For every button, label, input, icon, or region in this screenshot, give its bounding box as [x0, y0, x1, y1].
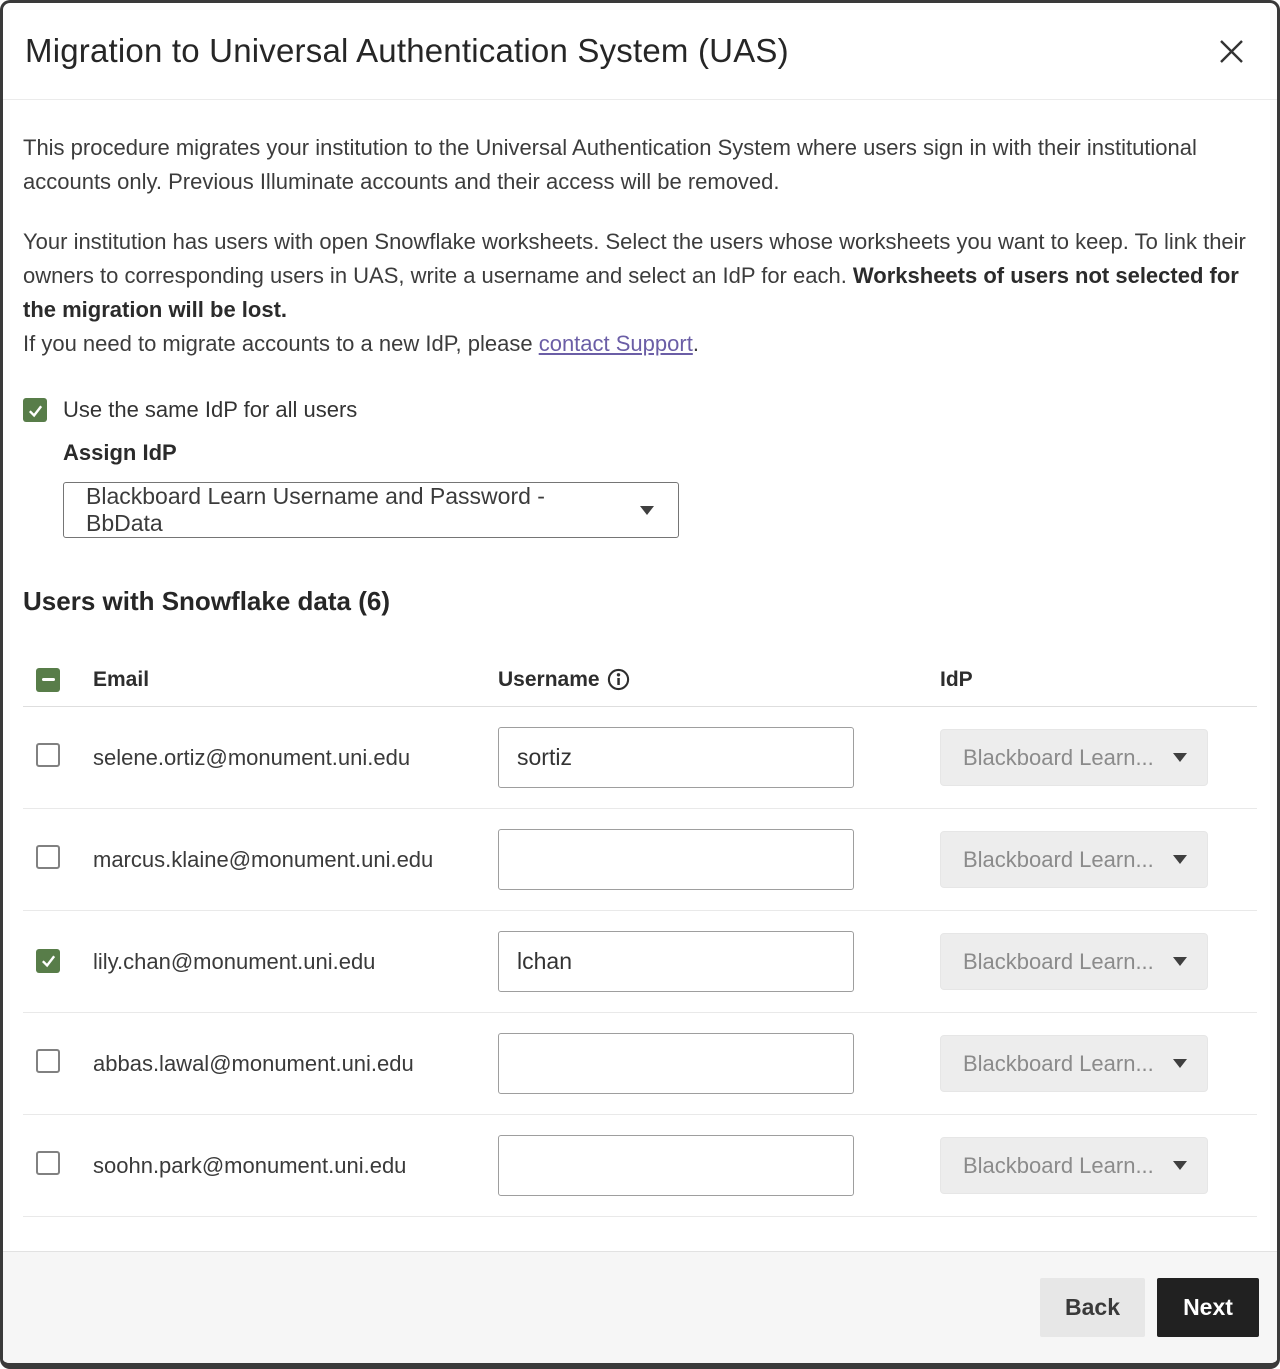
close-icon	[1218, 38, 1245, 65]
idp-column-header: IdP	[940, 667, 973, 691]
row-checkbox[interactable]	[36, 1151, 60, 1175]
check-icon	[40, 952, 57, 969]
worksheets-paragraph	[23, 225, 1257, 361]
row-checkbox[interactable]	[36, 1049, 60, 1073]
users-section-title: Users with Snowflake data (6)	[23, 586, 390, 616]
table-row	[23, 911, 1257, 1013]
table-header	[23, 653, 1257, 707]
assign-idp-label: Assign IdP	[63, 440, 177, 465]
username-input[interactable]	[498, 727, 854, 788]
table-row	[23, 809, 1257, 911]
close-button[interactable]	[1214, 34, 1249, 69]
idp-select[interactable]	[940, 729, 1208, 786]
same-idp-row	[23, 397, 1257, 423]
idp-select-label: Blackboard Learn...	[963, 948, 1154, 974]
worksheets-text: Your institution has users with open Snowflake worksheets. Select the users whose worksheets you want to keep. To link their owners to corresponding users in UAS, write a username and select an IdP for each.	[23, 229, 1246, 288]
username-input[interactable]	[498, 931, 854, 992]
idp-select[interactable]	[940, 933, 1208, 990]
dialog-body	[3, 100, 1277, 1251]
same-idp-checkbox[interactable]	[23, 398, 47, 422]
row-email: soohn.park@monument.uni.edu	[93, 1152, 407, 1178]
support-text-prefix: If you need to migrate accounts to a new IdP, please	[23, 331, 539, 356]
select-all-checkbox[interactable]	[36, 668, 60, 692]
table-row	[23, 1115, 1257, 1217]
assign-idp-select[interactable]	[63, 482, 679, 538]
check-icon	[27, 402, 44, 419]
table-row	[23, 707, 1257, 809]
indeterminate-dash-icon	[42, 678, 55, 682]
chevron-down-icon	[1173, 855, 1187, 864]
row-email: selene.ortiz@monument.uni.edu	[93, 744, 411, 770]
dialog-title: Migration to Universal Authentication System (UAS)	[25, 32, 789, 69]
idp-select-label: Blackboard Learn...	[963, 1152, 1154, 1178]
row-email: lily.chan@monument.uni.edu	[93, 948, 376, 974]
chevron-down-icon	[1173, 753, 1187, 762]
chevron-down-icon	[1173, 957, 1187, 966]
idp-select[interactable]	[940, 831, 1208, 888]
row-checkbox[interactable]	[36, 845, 60, 869]
chevron-down-icon	[640, 506, 654, 515]
same-idp-label: Use the same IdP for all users	[63, 397, 358, 422]
username-input[interactable]	[498, 829, 854, 890]
dialog-header	[3, 3, 1277, 100]
contact-support-link[interactable]: contact Support	[538, 331, 693, 356]
next-button[interactable]: Next	[1157, 1278, 1259, 1337]
assign-idp-value: Blackboard Learn Username and Password - BbData	[86, 483, 545, 536]
dialog-footer	[3, 1251, 1277, 1363]
chevron-down-icon	[1173, 1059, 1187, 1068]
back-button[interactable]: Back	[1040, 1278, 1145, 1337]
idp-select-label: Blackboard Learn...	[963, 744, 1154, 770]
username-column-header: Username	[498, 667, 600, 691]
info-icon[interactable]	[607, 668, 630, 691]
row-checkbox[interactable]	[36, 949, 60, 973]
row-email: abbas.lawal@monument.uni.edu	[93, 1050, 414, 1076]
idp-select[interactable]	[940, 1137, 1208, 1194]
idp-select-label: Blackboard Learn...	[963, 1050, 1154, 1076]
username-input[interactable]	[498, 1135, 854, 1196]
row-checkbox[interactable]	[36, 743, 60, 767]
intro-paragraph: This procedure migrates your institution to the Universal Authentication System where users sign in with their institutional accounts only. Previous Illuminate accounts and their access will be removed.	[23, 135, 1197, 194]
table-row	[23, 1013, 1257, 1115]
email-column-header: Email	[93, 667, 150, 691]
idp-select-label: Blackboard Learn...	[963, 846, 1154, 872]
idp-select[interactable]	[940, 1035, 1208, 1092]
table-body	[23, 707, 1257, 1217]
chevron-down-icon	[1173, 1161, 1187, 1170]
username-input[interactable]	[498, 1033, 854, 1094]
row-email: marcus.klaine@monument.uni.edu	[93, 846, 434, 872]
worksheets-warning: Worksheets of users not selected for the migration will be lost.	[23, 263, 1239, 322]
support-text-suffix: .	[692, 331, 699, 356]
